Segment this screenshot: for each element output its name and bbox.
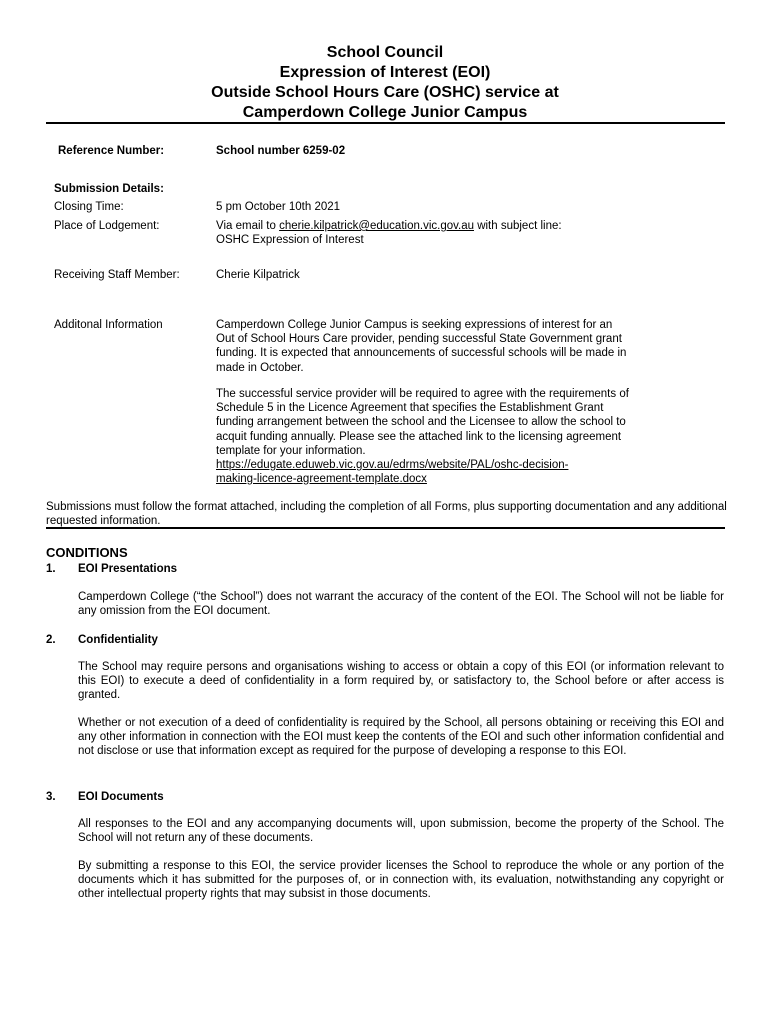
note-divider bbox=[46, 527, 725, 529]
closing-time-value: 5 pm October 10th 2021 bbox=[216, 201, 341, 213]
staff-label: Receiving Staff Member: bbox=[54, 269, 180, 281]
conditions-heading: CONDITIONS bbox=[46, 545, 128, 560]
condition-2-title: Confidentiality bbox=[78, 634, 158, 646]
condition-1-number: 1. bbox=[46, 563, 56, 575]
staff-value: Cherie Kilpatrick bbox=[216, 269, 300, 281]
place-suffix: with subject line: bbox=[474, 220, 562, 232]
additional-label: Additonal Information bbox=[54, 319, 163, 331]
place-subject-line: OSHC Expression of Interest bbox=[216, 234, 364, 246]
condition-3-para-2: By submitting a response to this EOI, the service provider licenses the School to reproduce the whole or any portion of the documents which it has submitted for the purposes of, or in connection with, its evaluation, notwithstanding any copyright or other intellectual property rights that may subsist in those documents. bbox=[78, 860, 724, 901]
additional-para-2: The successful service provider will be required to agree with the requirements of Schedule 5 in the Licence Agreement that specifies the Establishment Grant funding arrangement between the school and the Licensee to allow the school to acquit funding annually. Please see the attached link to the licensing agreement template for your information. bbox=[216, 388, 629, 457]
page-title-line-1: School Council bbox=[326, 44, 444, 61]
condition-3-title: EOI Documents bbox=[78, 791, 164, 803]
condition-2-number: 2. bbox=[46, 634, 56, 646]
additional-para-1: Camperdown College Junior Campus is seeking expressions of interest for an Out of School Hours Care provider, pending successful State Government grant funding. It is expected that announcements of successful schools will be made in made in October. bbox=[216, 319, 627, 374]
closing-time-label: Closing Time: bbox=[54, 201, 124, 213]
page-title-line-4: Camperdown College Junior Campus bbox=[242, 104, 528, 121]
reference-value: School number 6259-02 bbox=[216, 145, 346, 157]
condition-2-para-2: Whether or not execution of a deed of confidentiality is required by the School, all persons obtaining or receiving this EOI and any other information in connection with the EOI must keep the contents of the EOI and such other information confidential and not disclose or use that information except as required for the purpose of developing a response to this EOI. bbox=[78, 717, 724, 758]
place-prefix: Via email to bbox=[216, 220, 280, 232]
place-label: Place of Lodgement: bbox=[54, 220, 160, 232]
title-divider bbox=[46, 122, 725, 124]
condition-2-para-1: The School may require persons and organisations wishing to access or obtain a copy of this EOI (or information relevant to this EOI) to execute a deed of confidentiality in a form required by, or satisfactory to, the School before or after access is granted. bbox=[78, 661, 724, 702]
licence-link-line-2[interactable]: making-licence-agreement-template.docx bbox=[216, 473, 427, 485]
submission-heading: Submission Details: bbox=[54, 183, 164, 195]
condition-1-title: EOI Presentations bbox=[78, 563, 178, 575]
reference-label: Reference Number: bbox=[58, 145, 165, 157]
condition-3-number: 3. bbox=[46, 791, 56, 803]
place-value bbox=[216, 219, 562, 233]
page-title-line-2: Expression of Interest (EOI) bbox=[279, 64, 491, 81]
submissions-note: Submissions must follow the format attached, including the completion of all Forms, plus supporting documentation and any additional requested information. bbox=[46, 501, 727, 528]
email-link[interactable]: cherie.kilpatrick@education.vic.gov.au bbox=[279, 220, 474, 232]
page-title-line-3: Outside School Hours Care (OSHC) service at bbox=[211, 84, 559, 101]
condition-1-para-1: Camperdown College (“the School”) does not warrant the accuracy of the content of the EOI. The School will not be liable for any omission from the EOI document. bbox=[78, 591, 724, 618]
licence-link-line-1[interactable]: https://edugate.eduweb.vic.gov.au/edrms/website/PAL/oshc-decision- bbox=[216, 459, 569, 471]
condition-3-para-1: All responses to the EOI and any accompanying documents will, upon submission, become the property of the School. The School will not return any of these documents. bbox=[78, 818, 724, 845]
